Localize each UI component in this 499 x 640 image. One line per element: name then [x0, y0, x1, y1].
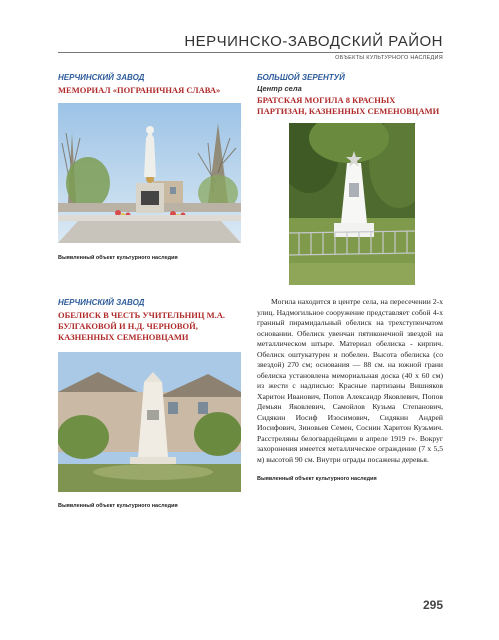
item-1-caption: Выявленный объект культурного наследия	[58, 255, 178, 261]
item-3-place: НЕРЧИНСКИЙ ЗАВОД	[58, 298, 145, 307]
item-1-photo	[58, 103, 241, 243]
section-subtitle: ОБЪЕКТЫ КУЛЬТУРНОГО НАСЛЕДИЯ	[335, 55, 443, 61]
item-2-caption: Выявленный объект культурного наследия	[257, 476, 377, 482]
item-2-photo	[289, 123, 415, 285]
item-2-description: Могила находится в центре села, на пересечении 2-х улиц. Надмогильное сооружение представляет собой 4-х гранный пирамидальный обелиск на трехступенчатом основании. Обелиск увенчан пятиконечной звездой на металлическом штыре. Материал обелиска - кирпич. Обелиск оштукатурен и побелен. Высота обелиска (со звездой) 270 см; основания — 88 см. на южной грани обелиска установлена мемориальная доска (40 х 60 см) из жести с надписью: Красные партизаны Вишняков Харитон Иванович, Попов Александр Яковлевич, Попов Демьян Яковлевич, Самойлов Кузьма Степанович, Сидякин Иосиф Изосимович, Сидякин Андрей Иосифович, Зиновьев Семен, Соснин Харитон Кузьмич. Расстреляны белогвардейцами в апреле 1919 г». Вокруг захоронения имеется металлическое ограждение (7 х 5,5 м) высотой 90 см. Внутри ограды посажены деревья.	[257, 297, 443, 464]
item-2-place-sub: Центр села	[257, 84, 302, 93]
section-title: НЕРЧИНСКО-ЗАВОДСКИЙ РАЙОН	[184, 33, 443, 50]
item-1-title: МЕМОРИАЛ «ПОГРАНИЧНАЯ СЛАВА»	[58, 85, 221, 95]
item-1-place: НЕРЧИНСКИЙ ЗАВОД	[58, 73, 145, 82]
item-3-caption: Выявленный объект культурного наследия	[58, 503, 178, 509]
header-divider	[58, 52, 443, 53]
item-3-title: ОБЕЛИСК В ЧЕСТЬ УЧИТЕЛЬНИЦ М.А. БУЛГАКОВОЙ И Н.Д. ЧЕРНОВОЙ, КАЗНЕННЫХ СЕМЕНОВЦАМИ	[58, 310, 226, 342]
item-2-title: БРАТСКАЯ МОГИЛА 8 КРАСНЫХ ПАРТИЗАН, КАЗНЕННЫХ СЕМЕНОВЦАМИ	[257, 95, 440, 116]
item-3-photo	[58, 352, 241, 492]
item-2-place: БОЛЬШОЙ ЗЕРЕНТУЙ	[257, 73, 345, 82]
page-number: 295	[422, 598, 443, 612]
